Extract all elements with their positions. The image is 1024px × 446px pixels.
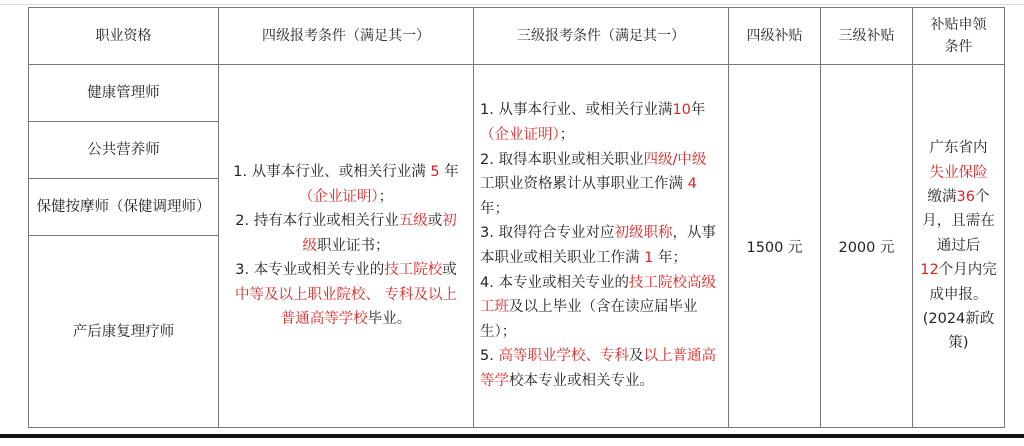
- occupation-postpartum-rehab-therapist: 产后康复理疗师: [29, 236, 219, 428]
- level4-subsidy-amount: 1500 元: [729, 65, 821, 428]
- level3-subsidy-amount: 2000 元: [821, 65, 913, 428]
- level4-conditions: 1. 从事本行业、或相关行业满 5 年（企业证明）； 2. 持有本行业或相关行业五级或初级职业证书； 3. 本专业或相关专业的技工院校或中等及以上职业院校、 专科及以上普通高等学校毕业。: [219, 65, 474, 428]
- header-claim-conditions: 补贴申领条件: [913, 8, 1005, 65]
- subsidy-table: [28, 7, 1005, 428]
- header-level4-conditions: 四级报考条件（满足其一）: [219, 8, 474, 65]
- top-divider: [0, 4, 1024, 5]
- header-occupation: 职业资格: [29, 8, 219, 65]
- header-level3-conditions: 三级报考条件（满足其一）: [474, 8, 729, 65]
- occupation-health-manager: 健康管理师: [29, 65, 219, 122]
- occupation-public-nutritionist: 公共营养师: [29, 122, 219, 179]
- claim-conditions: 广东省内 失业保险 缴满36个月，且需在通过后 12个月内完成申报。(2024新政策): [913, 65, 1005, 428]
- occupation-health-massage-therapist: 保健按摩师（保健调理师）: [29, 179, 219, 236]
- bottom-rule: [0, 434, 1024, 438]
- header-level3-subsidy: 三级补贴: [821, 8, 913, 65]
- level3-conditions: 1. 从事本行业、或相关行业满10年（企业证明）； 2. 取得本职业或相关职业四级/中级工职业资格累计从事职业工作满 4 年； 3. 取得符合专业对应初级职称，从事本职业或相关职业工作满 1 年； 4. 本专业或相关专业的技工院校高级工班及以上毕业（含在读应届毕业生）； 5. 高等职业学校、专科及以上普通高等学校本专业或相关专业。: [474, 65, 729, 428]
- table-row: [29, 65, 1005, 122]
- header-row: [29, 8, 1005, 65]
- header-level4-subsidy: 四级补贴: [729, 8, 821, 65]
